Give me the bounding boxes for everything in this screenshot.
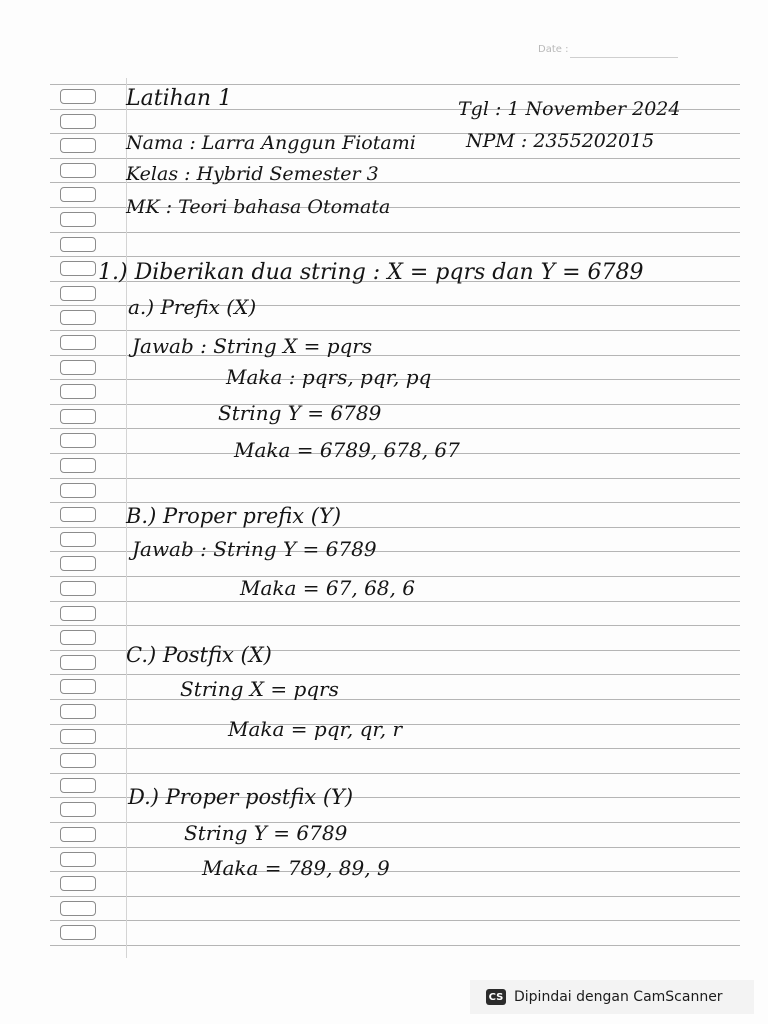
ruled-line — [50, 256, 740, 257]
date-note: Tgl : 1 November 2024 — [458, 98, 681, 120]
binder-hole — [60, 163, 96, 178]
binder-hole — [60, 286, 96, 301]
binder-hole — [60, 532, 96, 547]
part-d-heading: D.) Proper postfix (Y) — [128, 785, 354, 809]
ruled-line — [50, 748, 740, 749]
binder-hole — [60, 384, 96, 399]
ruled-line — [50, 158, 740, 159]
binder-hole — [60, 753, 96, 768]
binder-hole — [60, 409, 96, 424]
ruled-line — [50, 674, 740, 675]
ruled-line — [50, 847, 740, 848]
binder-hole — [60, 187, 96, 202]
binder-hole — [60, 138, 96, 153]
part-b-heading: B.) Proper prefix (Y) — [126, 504, 342, 528]
binder-hole — [60, 655, 96, 670]
binder-hole — [60, 89, 96, 104]
part-a-heading: a.) Prefix (X) — [128, 295, 257, 319]
date-line — [570, 57, 678, 58]
binder-hole — [60, 458, 96, 473]
binder-hole — [60, 778, 96, 793]
binder-hole — [60, 802, 96, 817]
binder-hole — [60, 335, 96, 350]
binder-hole — [60, 556, 96, 571]
camscanner-label: Dipindai dengan CamScanner — [514, 989, 723, 1005]
binder-hole — [60, 704, 96, 719]
title: Latihan 1 — [126, 86, 233, 111]
binder-hole — [60, 433, 96, 448]
binder-hole — [60, 114, 96, 129]
binder-hole — [60, 606, 96, 621]
ruled-line — [50, 699, 740, 700]
part-a-line: Jawab : String X = pqrs — [132, 334, 373, 358]
ruled-line — [50, 871, 740, 872]
ruled-line — [50, 625, 740, 626]
part-b-line: Maka = 67, 68, 6 — [240, 576, 415, 600]
ruled-line — [50, 896, 740, 897]
part-c-heading: C.) Postfix (X) — [126, 643, 272, 667]
binder-hole — [60, 507, 96, 522]
binder-hole — [60, 827, 96, 842]
ruled-line — [50, 232, 740, 233]
part-b-line: Jawab : String Y = 6789 — [132, 537, 377, 561]
class-info: Kelas : Hybrid Semester 3 — [126, 163, 379, 185]
binder-hole — [60, 310, 96, 325]
ruled-line — [50, 502, 740, 503]
binder-hole — [60, 679, 96, 694]
ruled-line — [50, 773, 740, 774]
binder-hole — [60, 630, 96, 645]
student-npm: NPM : 2355202015 — [466, 130, 655, 152]
part-c-line: String X = pqrs — [180, 677, 339, 701]
ruled-line — [50, 404, 740, 405]
ruled-line — [50, 330, 740, 331]
binder-hole — [60, 852, 96, 867]
question: 1.) Diberikan dua string : X = pqrs dan Y = 6789 — [98, 260, 644, 285]
binder-hole — [60, 360, 96, 375]
binder-hole — [60, 729, 96, 744]
camscanner-watermark — [470, 980, 754, 1014]
ruled-line — [50, 822, 740, 823]
binder-hole — [60, 237, 96, 252]
binder-hole — [60, 483, 96, 498]
ruled-line — [50, 478, 740, 479]
binder-hole — [60, 901, 96, 916]
binder-hole — [60, 925, 96, 940]
course-info: MK : Teori bahasa Otomata — [126, 196, 391, 218]
date-label: Date : — [538, 44, 569, 55]
part-c-line: Maka = pqr, qr, r — [228, 717, 403, 741]
part-d-line: String Y = 6789 — [184, 821, 348, 845]
binder-hole — [60, 581, 96, 596]
part-a-line: Maka : pqrs, pqr, pq — [226, 365, 432, 389]
part-a-line: Maka = 6789, 678, 67 — [234, 438, 460, 462]
ruled-line — [50, 945, 740, 946]
binder-hole — [60, 876, 96, 891]
binder-hole — [60, 212, 96, 227]
binder-hole — [60, 261, 96, 276]
ruled-line — [50, 601, 740, 602]
part-a-line: String Y = 6789 — [218, 401, 382, 425]
ruled-line — [50, 920, 740, 921]
camscanner-logo-icon: CS — [486, 989, 506, 1005]
ruled-line — [50, 84, 740, 85]
part-d-line: Maka = 789, 89, 9 — [202, 856, 390, 880]
student-name: Nama : Larra Anggun Fiotami — [126, 132, 416, 154]
ruled-line — [50, 428, 740, 429]
